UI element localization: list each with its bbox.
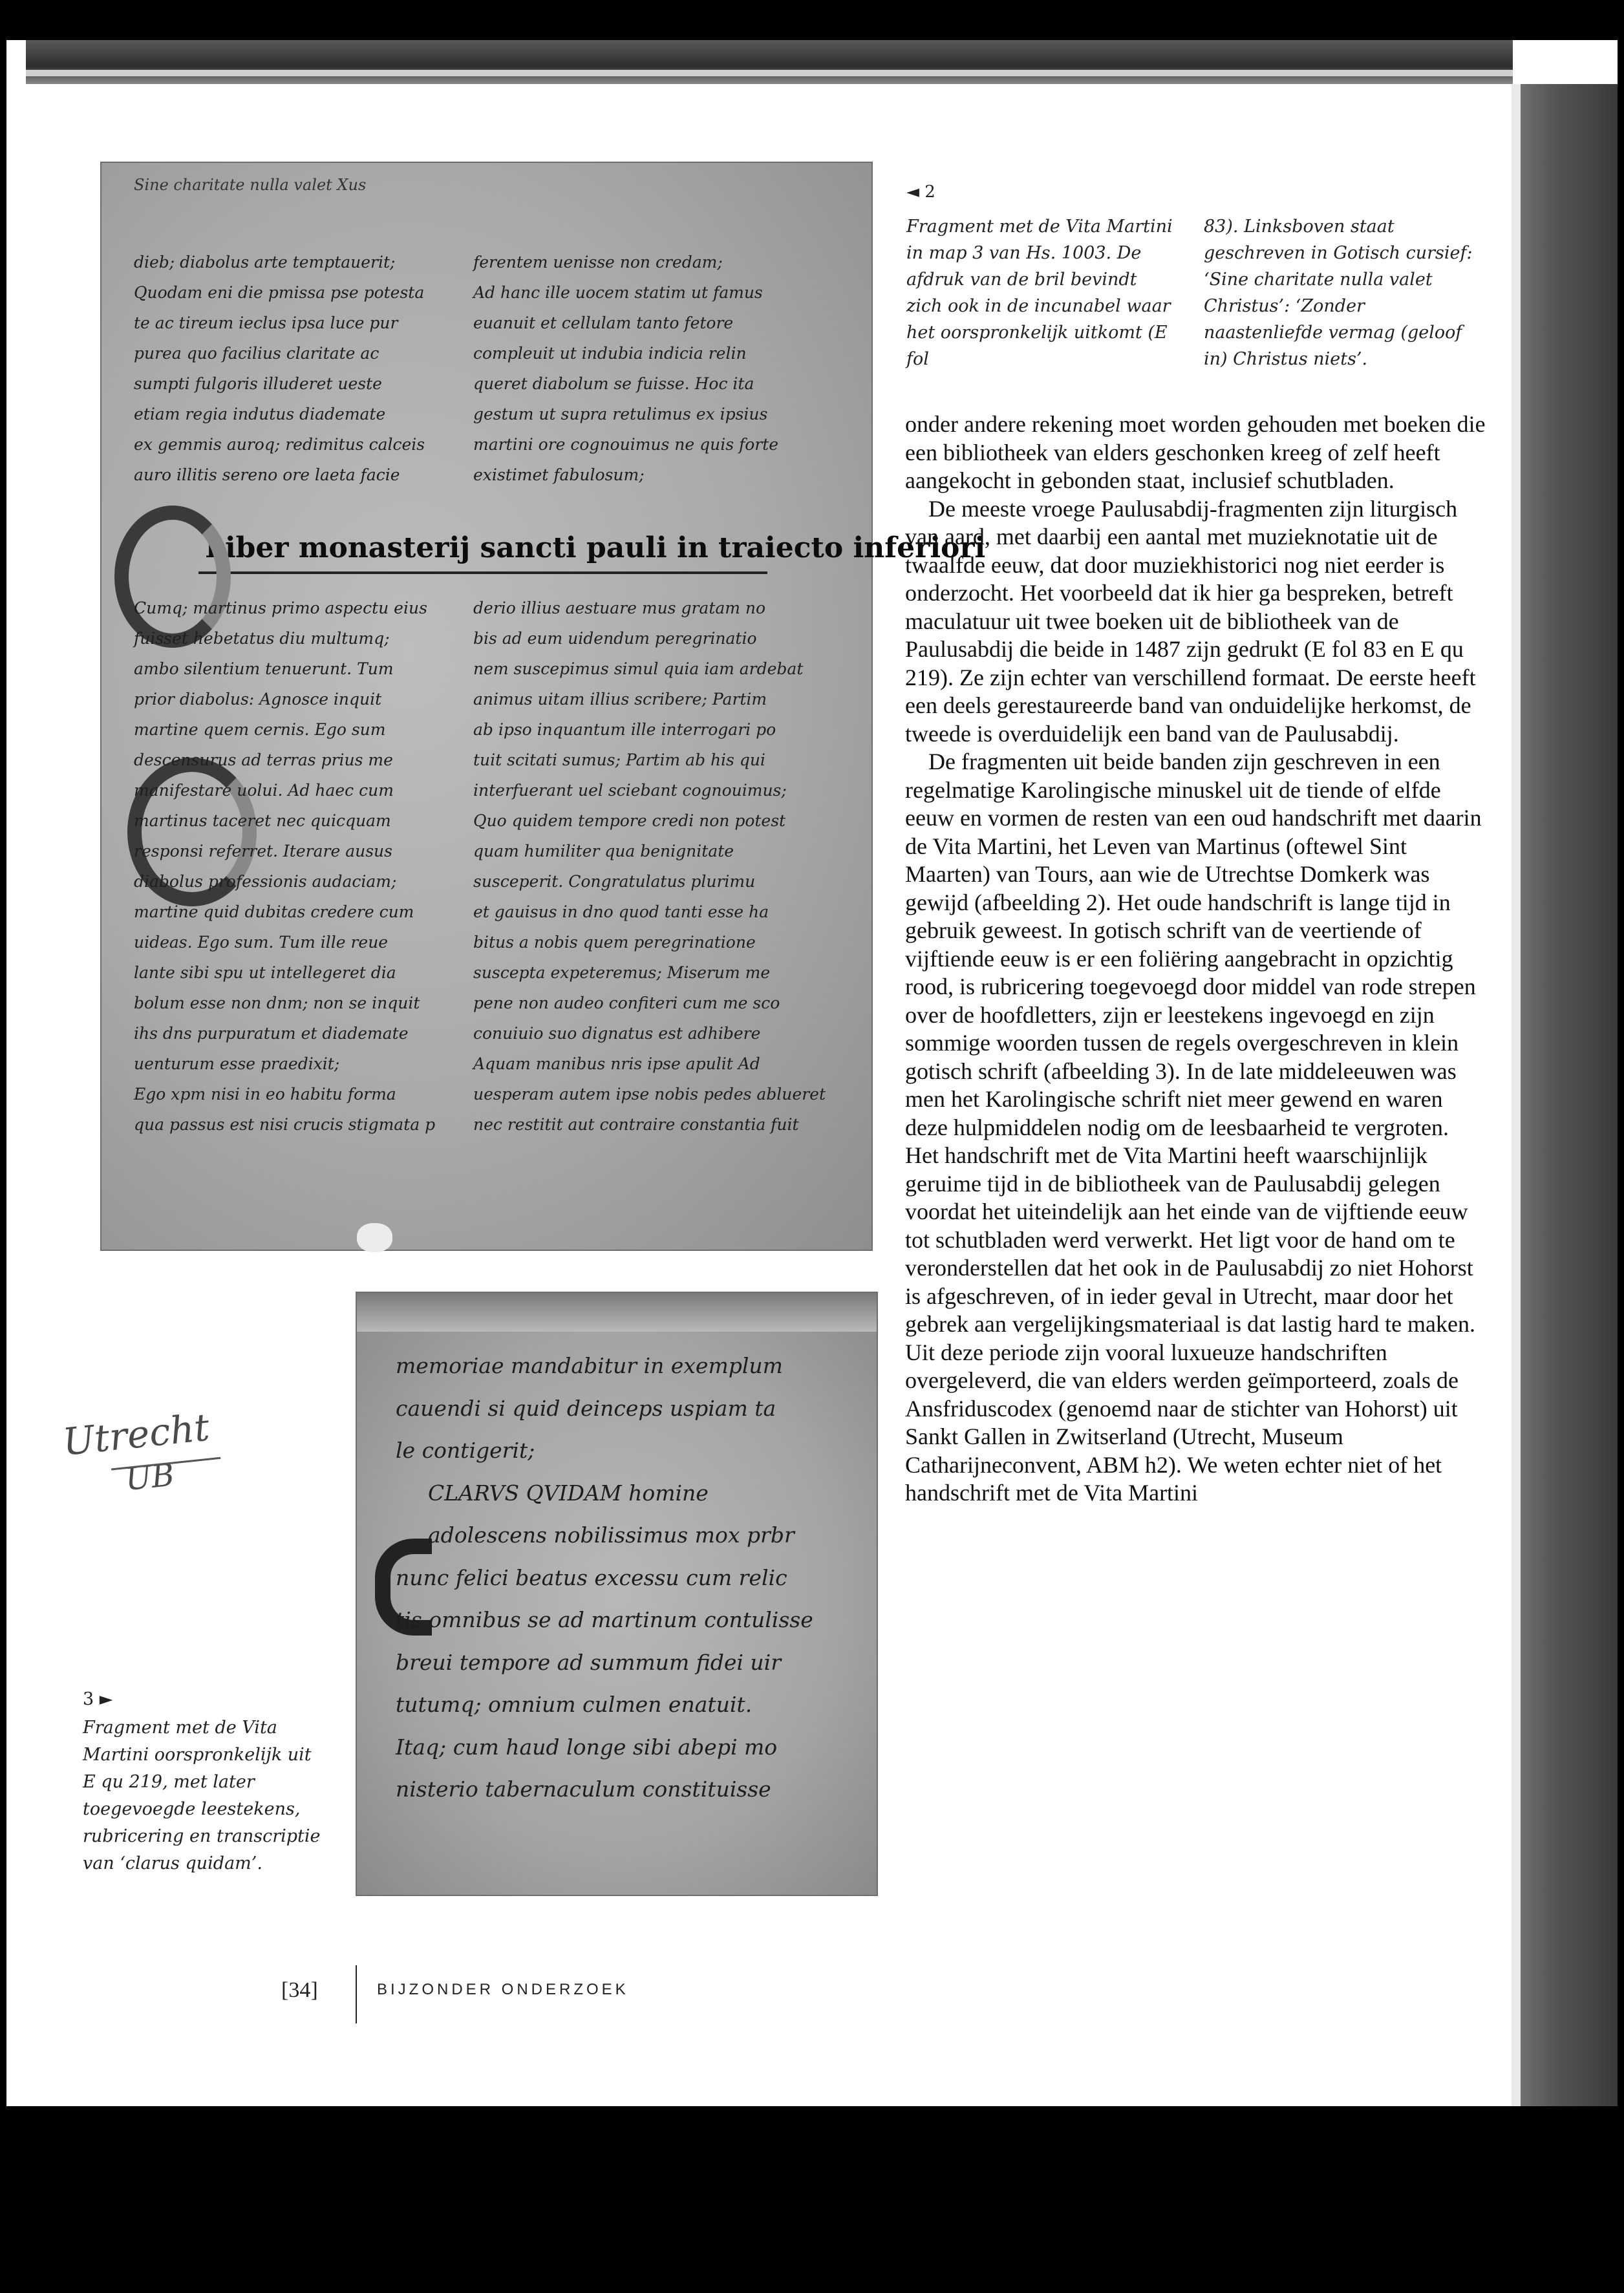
manuscript-line: adolescens nobilissimus mox prbr bbox=[428, 1522, 795, 1548]
manuscript-line: CLARVS QVIDAM homine bbox=[428, 1480, 709, 1506]
manuscript-line: conuiuio suo dignatus est adhibere bbox=[473, 1024, 761, 1043]
manuscript-line: susceperit. Congratulatus plurimu bbox=[473, 872, 756, 891]
manuscript-line: lante sibi spu ut intellegeret dia bbox=[134, 963, 396, 982]
manuscript-line: euanuit et cellulam tanto fetore bbox=[473, 314, 734, 332]
manuscript-line: qua passus est nisi crucis stigmata p bbox=[134, 1115, 436, 1134]
fragment-right-column-upper bbox=[473, 247, 848, 490]
footer-divider bbox=[356, 1965, 357, 2023]
ownership-inscription: Liber monasterij sancti pauli in traiecto inferiori bbox=[205, 531, 986, 564]
book-gutter-shadow bbox=[1512, 84, 1618, 2107]
manuscript-line: auro illitis sereno ore laeta facie bbox=[134, 465, 400, 484]
manuscript-line: le contigerit; bbox=[396, 1438, 535, 1463]
manuscript-line: Itaq; cum haud longe sibi abepi mo bbox=[396, 1734, 778, 1760]
document-page bbox=[26, 84, 1512, 2106]
manuscript-line: martine quem cernis. Ego sum bbox=[134, 720, 386, 739]
article-body-text bbox=[905, 411, 1487, 1508]
manuscript-line: sumpti fulgoris illuderet ueste bbox=[134, 374, 382, 393]
manuscript-line: etiam regia indutus diademate bbox=[134, 405, 386, 423]
figure-2-caption-col2: 83). Linksboven staat geschreven in Gotisch cursief: ‘Sine charitate nulla valet Christus’: ‘Zonder naastenliefde vermag (geloof in) Christus niets’. bbox=[1204, 217, 1473, 369]
figure-2-number: ◄ 2 bbox=[906, 182, 935, 202]
manuscript-line: breui tempore ad summum fidei uir bbox=[396, 1649, 781, 1675]
manuscript-fragment-vita-martini-image bbox=[100, 162, 986, 1251]
manuscript-line: Ad hanc ille uocem statim ut famus bbox=[473, 283, 763, 302]
handwritten-line: Utrecht bbox=[60, 1405, 212, 1464]
manuscript-line: te ac tireum ieclus ipsa luce pur bbox=[134, 314, 398, 332]
handwritten-line: UB bbox=[123, 1456, 176, 1498]
manuscript-line: compleuit ut indubia indicia relin bbox=[473, 344, 747, 363]
manuscript-line: diabolus professionis audaciam; bbox=[134, 872, 397, 891]
manuscript-line: queret diabolum se fuisse. Hoc ita bbox=[473, 374, 754, 393]
manuscript-line: martinus taceret nec quicquam bbox=[134, 811, 391, 830]
manuscript-line: bitus a nobis quem peregrinatione bbox=[473, 933, 756, 952]
manuscript-line: purea quo facilius claritate ac bbox=[134, 344, 379, 363]
manuscript-line: ab ipso inquantum ille interrogari po bbox=[473, 720, 776, 739]
body-paragraph: onder andere rekening moet worden gehouden met boeken die een bibliotheek van elders geschonken kreeg of zelf heeft aangekocht in gebonden staat, inclusief schutbladen. bbox=[905, 411, 1486, 493]
manuscript-line: Aquam manibus nris ipse apulit Ad bbox=[473, 1054, 760, 1073]
manuscript-line: nem suscepimus simul quia iam ardebat bbox=[473, 659, 804, 678]
manuscript-line: ambo silentium tenuerunt. Tum bbox=[134, 659, 394, 678]
fragment-torn-header bbox=[357, 1293, 877, 1332]
running-section-title: BIJZONDER ONDERZOEK bbox=[377, 1981, 629, 1998]
parchment-hole bbox=[357, 1223, 392, 1252]
manuscript-line: uideas. Ego sum. Tum ille reue bbox=[134, 933, 389, 952]
manuscript-line: Quo quidem tempore credi non potest bbox=[473, 811, 786, 830]
manuscript-line: derio illius aestuare mus gratam no bbox=[473, 599, 766, 617]
fragment-right-column-lower bbox=[473, 593, 848, 1140]
figure-2-caption-col1: Fragment met de Vita Martini in map 3 van Hs. 1003. De afdruk van de bril bevindt zich ook in de incunabel waar het oorspronkelijk uitkomt (E fol bbox=[906, 217, 1173, 369]
manuscript-line: Cumq; martinus primo aspectu eius bbox=[134, 599, 427, 617]
manuscript-line: manifestare uolui. Ad haec cum bbox=[134, 781, 394, 800]
manuscript-line: animus uitam illius scribere; Partim bbox=[473, 690, 767, 709]
figure-3-caption-text: Fragment met de Vita Martini oorspronkelijk uit E qu 219, met later toegevoegde leestekens, rubricering en transcriptie van ‘clarus quidam’. bbox=[83, 1718, 321, 1873]
body-paragraph: De fragmenten uit beide banden zijn geschreven in een regelmatige Karolingische minuskel uit de tiende of elfde eeuw en vormen de resten van een oud handschrift met daarin de Vita Martini, het Leven van Martinus (oftewel Sint Maarten) van Tours, aan wie de Utrechtse Domkerk was gewijd (afbeelding 2). Het oude handschrift is lange tijd in gebruik geweest. In gotisch schrift van de veertiende of vijftiende eeuw is er een foliëring aangebracht in opzichtig rood, is rubricering toegevoegd door middel van rode strepen over de hoofdletters, zijn er leestekens ingevoegd en zijn sommige woorden tussen de regels overgeschreven in klein gotisch schrift (afbeelding 3). In de late middeleeuwen was men het Karolingische schrift niet meer gewend en waren deze hulpmiddelen nodig om de leesbaarheid te vergroten. Het handschrift met de Vita Martini heeft waarschijnlijk geruime tijd in de bibliotheek van de Paulusabdij gelegen voordat het uiteindelijk aan het einde van de vijftiende eeuw tot schutbladen werd verwerkt. Het ligt voor de hand om te veronderstellen dat het ook in de Paulusabdij zo niet Hohorst is afgeschreven, of in ieder geval in Utrecht, maar door het gebrek aan vergelijkingsmateriaal is dat lastig hard te maken. Uit deze periode zijn vooral luxueuze handschriften overgeleverd, die van elders werden geïmporteerd, zoals de Ansfriduscodex (genoemd naar de stichter van Hohorst) uit Sankt Gallen in Zwitserland (Utrecht, Museum Catharijneconvent, ABM h2). We weten echter niet of het handschrift met de Vita Martini bbox=[905, 749, 1482, 1506]
figure-3-number: 3 ► bbox=[83, 1689, 113, 1709]
manuscript-line: suscepta expeteremus; Miserum me bbox=[473, 963, 771, 982]
manuscript-line: bis ad eum uidendum peregrinatio bbox=[473, 629, 757, 648]
manuscript-line: tuit scitati sumus; Partim ab his qui bbox=[473, 751, 765, 769]
manuscript-line: pene non audeo confiteri cum me sco bbox=[473, 994, 780, 1012]
body-paragraph: De meeste vroege Paulusabdij-fragmenten zijn liturgisch van aard, met daarbij een aantal met muzieknotatie uit de twaalfde eeuw, dat door muziekhistorici nog niet eerder is onderzocht. Het voorbeeld dat ik hier ga bespreken, betreft maculatuur uit twee boeken uit de bibliotheek van de Paulusabdij die beide in 1487 zijn gedrukt (E fol 83 en E qu 219). Ze zijn echter van verschillend formaat. De eerste heeft een deels gerestaureerde band van onduidelijke herkomst, de tweede is overduidelijk een band van de Paulusabdij. bbox=[905, 495, 1476, 747]
figure-3-caption bbox=[83, 1686, 328, 1877]
scanner-top-border bbox=[6, 6, 1618, 40]
manuscript-line: nunc felici beatus excessu cum relic bbox=[396, 1564, 787, 1590]
inscription-underline bbox=[198, 571, 767, 574]
manuscript-line: nec restitit aut contraire constantia fuit bbox=[473, 1115, 799, 1134]
manuscript-line: Quodam eni die pmissa pse potesta bbox=[134, 283, 425, 302]
manuscript-line: ihs dns purpuratum et diademate bbox=[134, 1024, 409, 1043]
manuscript-line: cauendi si quid deinceps uspiam ta bbox=[396, 1395, 776, 1421]
manuscript-line: martini ore cognouimus ne quis forte bbox=[473, 435, 779, 454]
manuscript-line: ex gemmis auroq; redimitus calceis bbox=[134, 435, 425, 454]
manuscript-fragment-clarus-quidam-image bbox=[356, 1292, 878, 1896]
manuscript-line: nisterio tabernaculum constituisse bbox=[396, 1776, 771, 1802]
manuscript-line: martine quid dubitas credere cum bbox=[134, 902, 414, 921]
manuscript-line: uenturum esse praedixit; bbox=[134, 1054, 340, 1073]
manuscript-line: responsi referret. Iterare ausus bbox=[134, 842, 392, 860]
manuscript-line: tis omnibus se ad martinum contulisse bbox=[396, 1607, 813, 1632]
manuscript-line: gestum ut supra retulimus ex ipsius bbox=[473, 405, 768, 423]
manuscript-line: memoriae mandabitur in exemplum bbox=[396, 1353, 783, 1378]
manuscript-line: dieb; diabolus arte temptauerit; bbox=[134, 253, 396, 272]
manuscript-line: fuisset hebetatus diu multumq; bbox=[134, 629, 390, 648]
page-number: [34] bbox=[281, 1978, 318, 2002]
scanner-bottom-border bbox=[6, 2106, 1618, 2287]
manuscript-line: et gauisus in dno quod tanti esse ha bbox=[473, 902, 769, 921]
fragment-2-text bbox=[396, 1345, 813, 1811]
manuscript-line: tutumq; omnium culmen enatuit. bbox=[396, 1692, 753, 1717]
page-top-edge-shadow bbox=[26, 40, 1513, 84]
manuscript-line: ferentem uenisse non credam; bbox=[473, 253, 723, 272]
gothic-cursive-note: Sine charitate nulla valet Xus bbox=[134, 176, 367, 194]
handwritten-shelf-note bbox=[61, 1405, 216, 1504]
manuscript-line: uesperam autem ipse nobis pedes ablueret bbox=[473, 1085, 826, 1104]
fragment-left-column-lower bbox=[134, 593, 470, 1140]
manuscript-line: existimet fabulosum; bbox=[473, 465, 645, 484]
manuscript-line: Ego xpm nisi in eo habitu forma bbox=[134, 1085, 396, 1104]
manuscript-line: interfuerant uel sciebant cognouimus; bbox=[473, 781, 787, 800]
manuscript-line: quam humiliter qua benignitate bbox=[473, 842, 734, 860]
manuscript-line: descensurus ad terras prius me bbox=[134, 751, 393, 769]
manuscript-line: bolum esse non dnm; non se inquit bbox=[134, 994, 420, 1012]
fragment-left-column-upper bbox=[134, 247, 470, 490]
manuscript-line: prior diabolus: Agnosce inquit bbox=[134, 690, 382, 709]
